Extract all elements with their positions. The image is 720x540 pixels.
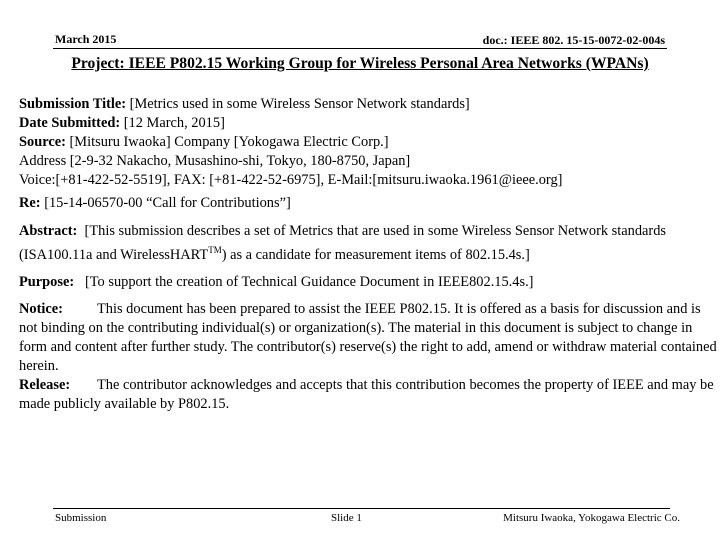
- re-line: [19, 194, 719, 213]
- source-value: [Mitsuru Iwaoka] Company [Yokogawa Electric Corp.]: [69, 134, 389, 150]
- release-value: The contributor acknowledges and accepts that this contribution becomes the property of IEEE and may be made publicly available by P802.15.: [19, 376, 714, 412]
- date-submitted-line: [19, 114, 719, 133]
- re-value: [15-14-06570-00 “Call for Contributions”]: [44, 195, 291, 211]
- purpose-value: [To support the creation of Technical Guidance Document in IEEE802.15.4s.]: [84, 273, 534, 290]
- submission-title-value: [Metrics used in some Wireless Sensor Network standards]: [129, 96, 470, 112]
- source-label: Source:: [19, 134, 66, 150]
- date-submitted-value: [12 March, 2015]: [123, 115, 225, 131]
- trademark-mark: TM: [208, 245, 222, 255]
- submission-title-label: Submission Title:: [19, 96, 127, 112]
- purpose-label: Purpose:: [19, 273, 75, 290]
- footer-slide-number: Slide 1: [331, 512, 362, 524]
- document-body: [19, 95, 719, 414]
- re-label: Re:: [19, 195, 41, 211]
- address-line: Address [2-9-32 Nakacho, Musashino-shi, Tokyo, 180-8750, Japan]: [19, 153, 411, 169]
- notice-paragraph: [19, 300, 719, 376]
- project-title: Project: IEEE P802.15 Working Group for Wireless Personal Area Networks (WPANs): [71, 55, 649, 72]
- notice-label: Notice:: [19, 300, 63, 317]
- source-line: [19, 133, 719, 152]
- voice-line: Voice:[+81-422-52-5519], FAX: [+81-422-52-6975], E-Mail:[mitsuru.iwaoka.1961@ieee.org]: [19, 172, 563, 188]
- footer-rule: [53, 508, 670, 509]
- abstract-label: Abstract:: [19, 223, 78, 239]
- abstract-value-part1: [This submission describes a set of Metrics that are used in some Wireless Sensor Network standards (ISA100.11a and WirelessHART: [19, 223, 667, 263]
- release-paragraph: [19, 376, 719, 414]
- purpose-line: [19, 273, 719, 292]
- abstract-paragraph: [19, 222, 719, 265]
- notice-value: This document has been prepared to assist the IEEE P802.15. It is offered as a basis for discussion and is not binding on the contributing individual(s) or organization(s). The material in this document is subject to change in form and content after further study. The contributor(s) reserve(s) the right to add, amend or withdraw material contained herein.: [19, 300, 717, 374]
- header-date: March 2015: [55, 32, 117, 46]
- release-label: Release:: [19, 376, 71, 393]
- header-doc-id: doc.: IEEE 802. 15-15-0072-02-004s: [482, 33, 665, 47]
- footer-author: Mitsuru Iwaoka, Yokogawa Electric Co.: [503, 512, 680, 524]
- abstract-value-part2: ) as a candidate for measurement items of 802.15.4s.]: [221, 246, 530, 263]
- submission-title-line: [19, 95, 719, 114]
- footer-submission: Submission: [55, 512, 107, 524]
- date-submitted-label: Date Submitted:: [19, 115, 121, 131]
- header-rule: [53, 48, 667, 49]
